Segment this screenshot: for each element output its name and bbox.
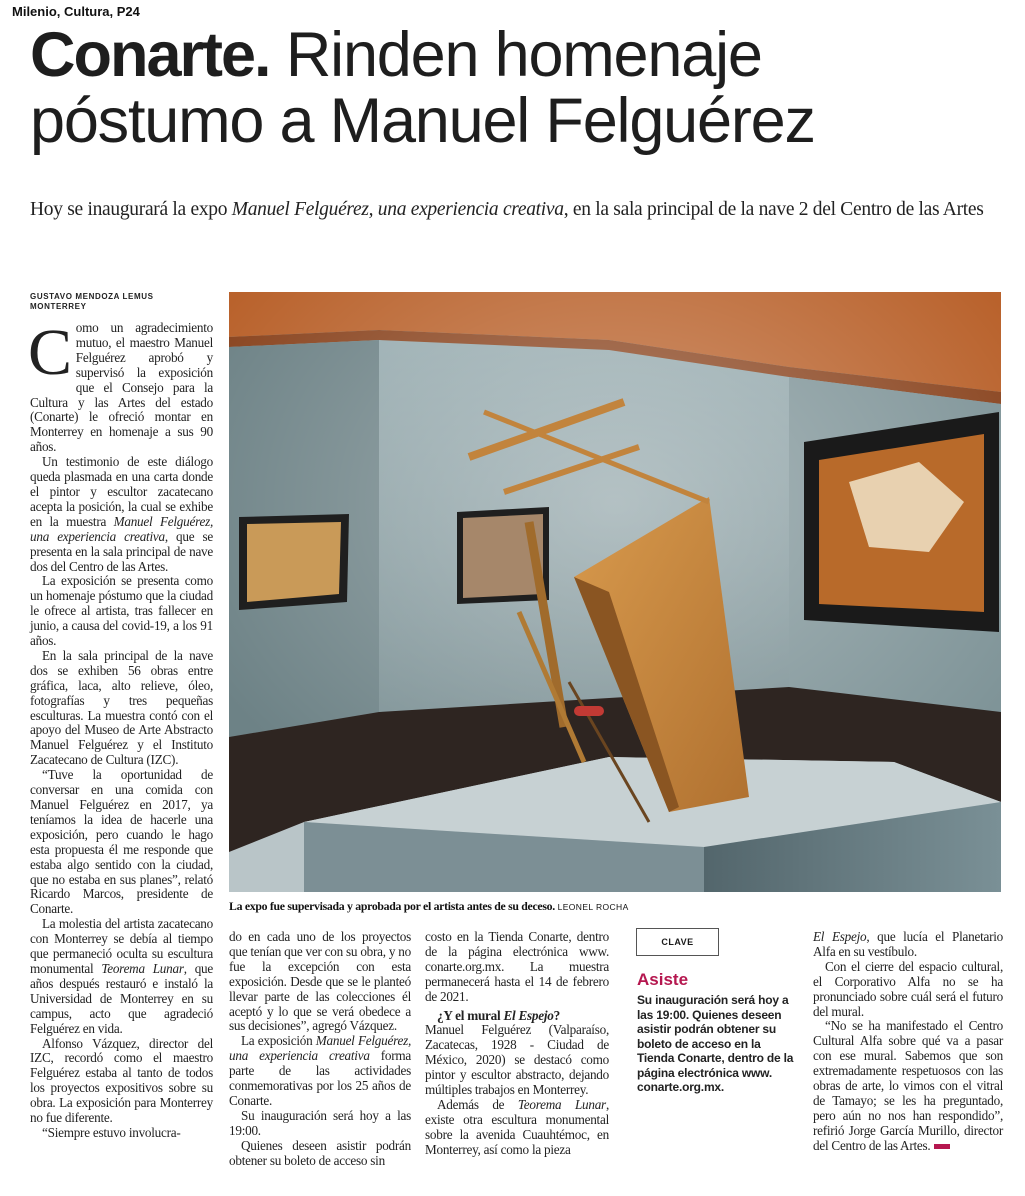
paragraph-text: La exposición	[241, 1033, 316, 1049]
exhibition-photo	[229, 292, 1001, 892]
paragraph	[30, 455, 213, 574]
paragraph-text: , que lucía el Planetario Alfa en su vestíbulo.	[813, 929, 1003, 959]
article-column-3	[425, 930, 609, 1158]
paragraph-text: , existe otra escultura monumental sobre la avenida Cuauhtémoc, en Monterrey, así como la pieza	[425, 1096, 609, 1157]
paragraph	[229, 1034, 411, 1109]
article-column-1	[28, 316, 213, 1141]
paragraph	[813, 1019, 1003, 1153]
paragraph: En la sala principal de la nave dos se exhiben 56 obras entre gráfica, laca, alto relieve, óleo, fotografías y tres pequeñas esculturas. La muestra contó con el apoyo del Museo de Arte Abstracto Manuel Felguérez y el Instituto Zacatecano de Cultura (IZC).	[30, 647, 213, 768]
end-mark	[934, 1144, 950, 1149]
asiste-body: Su inauguración será hoy a las 19:00. Quienes deseen asistir podrán obtener su boleto de acceso en la Tienda Conarte, dentro de la página electrónica www. conarte.org.mx.	[637, 993, 794, 1094]
paragraph: La exposición se presenta como un homenaje póstumo que la ciudad le ofrece al artista, tras fallecer en junio, a causa del covid-19, a los 91 años.	[30, 573, 213, 649]
paragraph	[425, 1098, 609, 1158]
paragraph	[28, 316, 213, 455]
photo-caption	[229, 899, 1009, 914]
byline	[30, 292, 154, 312]
paragraph: “Tuve la oportunidad de conversar en una comida con Manuel Felguérez en 2017, ya teníamos la idea de hacerle una exposición, pero cuando le hago esta propuesta él me responde que estaba algo sentido con la ciudad, que no estaba en sus planes”, relató Ricardo Marcos, presidente de Conarte.	[30, 767, 213, 917]
article-column-2	[229, 930, 411, 1169]
artwork-title: Teorema Lunar	[517, 1096, 606, 1112]
paragraph-text: “No se ha manifestado el Centro Cultural Alfa sobre qué va a pasar con ese mural. Sabemos que son extremadamente respetuosos con las obras de arte, lo vimos con el vitral de Tamayo; se les ha preguntado, pero aún no nos han respondido”, refirió Jorge García Murillo, director del Centro de las Artes.	[813, 1018, 1003, 1153]
paragraph-text: La molestia del artista zacatecano con Monterrey se debía al tiempo que permaneció oculta su escultura monumental	[30, 916, 213, 976]
paragraph-text: forma parte de las actividades conmemorativas por los 25 años de Conarte.	[229, 1048, 411, 1108]
subhead-after: , en la sala principal de la nave 2 del Centro de las Artes	[563, 199, 984, 220]
article-column-5	[813, 930, 1003, 1154]
paragraph-text: Un testimonio de este diálogo queda plasmada en una carta donde el pintor y escultor zacatecano acepta la posición, la cual se exhibe en la muestra	[30, 454, 213, 529]
artwork-title: Teorema Lunar	[101, 960, 184, 976]
paragraph-text: , que se presenta en la sala principal de nave dos del Centro de las Artes.	[30, 528, 213, 574]
subtitle-italic: El Espejo	[503, 1007, 554, 1023]
paragraph: Quienes deseen asistir podrán obtener su boleto de acceso sin	[229, 1137, 411, 1168]
subtitle-text: ¿Y el mural	[437, 1007, 504, 1023]
clave-box: CLAVE	[636, 928, 719, 956]
paragraph-text: Además de	[437, 1096, 518, 1112]
sculpture-gallery-image	[229, 292, 1001, 892]
exhibition-title: Manuel Felguérez, una experiencia creativa	[229, 1033, 411, 1064]
subhead-before: Hoy se inaugurará la expo	[30, 199, 232, 220]
caption-text: La expo fue supervisada y aprobada por el artista antes de su deceso.	[229, 899, 555, 913]
mural-title: El Espejo	[813, 929, 867, 944]
dropcap: C	[28, 316, 72, 389]
headline-line2: póstumo a Manuel Felguérez	[30, 86, 815, 156]
paragraph: Su inauguración será hoy a las 19:00.	[229, 1107, 411, 1138]
section-subtitle	[425, 1009, 609, 1024]
paragraph: costo en la Tienda Conarte, dentro de la página electrónica www. conarte.org.mx. La muestra permanecerá hasta el 14 de febrero de 2021.	[425, 929, 609, 1004]
paragraph-text: omo un agradecimiento mutuo, el maestro Manuel Felguérez aprobó y supervisó la exposición que el Consejo para la Cultura y las Artes del estado (Conarte) le ofreció montar en Monterrey en homenaje a sus 90 años.	[30, 320, 213, 455]
paragraph: do en cada uno de los proyectos que tenían que ver con su obra, y no fue la excepción con esta exposición. Desde que se le planteó llevar parte de las colecciones él aceptó y lo que se verá obedece a sus decisiones”, agregó Vázquez.	[229, 929, 411, 1034]
exhibition-title: Manuel Felguérez, una experiencia creativa	[30, 513, 213, 544]
subhead-italic: Manuel Felguérez, una experiencia creativa	[231, 199, 564, 220]
byline-author: GUSTAVO MENDOZA LEMUS	[30, 292, 154, 301]
paragraph	[30, 917, 213, 1036]
headline	[30, 22, 1010, 154]
paragraph-text: , que años después restauró e instaló la Universidad de Monterrey en su campus, acto que agradeció Felguérez en vida.	[30, 960, 213, 1036]
paragraph: Con el cierre del espacio cultural, el Corporativo Alfa no se ha pronunciado sobre cuál será el futuro del mural.	[813, 958, 1003, 1019]
paragraph: Alfonso Vázquez, director del IZC, recordó como el maestro Felguérez estaba al tanto de todos los proyectos expositivos sobre su obra. La exposición para Monterrey no fue diferente.	[30, 1035, 213, 1126]
headline-kicker: Conarte.	[30, 20, 270, 90]
paragraph: “Siempre estuvo involucra-	[42, 1124, 181, 1140]
byline-city: MONTERREY	[30, 302, 87, 311]
paragraph: Manuel Felguérez (Valparaíso, Zacatecas, 1928 - Ciudad de México, 2020) se destacó como pintor y escultor abstracto, dejando múltiples trabajos en Monterrey.	[425, 1022, 609, 1098]
asiste-title: Asiste	[637, 970, 689, 989]
headline-line1: Rinden homenaje	[285, 20, 762, 90]
photo-credit: LEONEL ROCHA	[557, 902, 629, 912]
paragraph	[813, 930, 1003, 960]
source-label: Milenio, Cultura, P24	[12, 4, 140, 19]
subheadline	[30, 198, 1005, 222]
subtitle-text: ?	[553, 1007, 560, 1023]
